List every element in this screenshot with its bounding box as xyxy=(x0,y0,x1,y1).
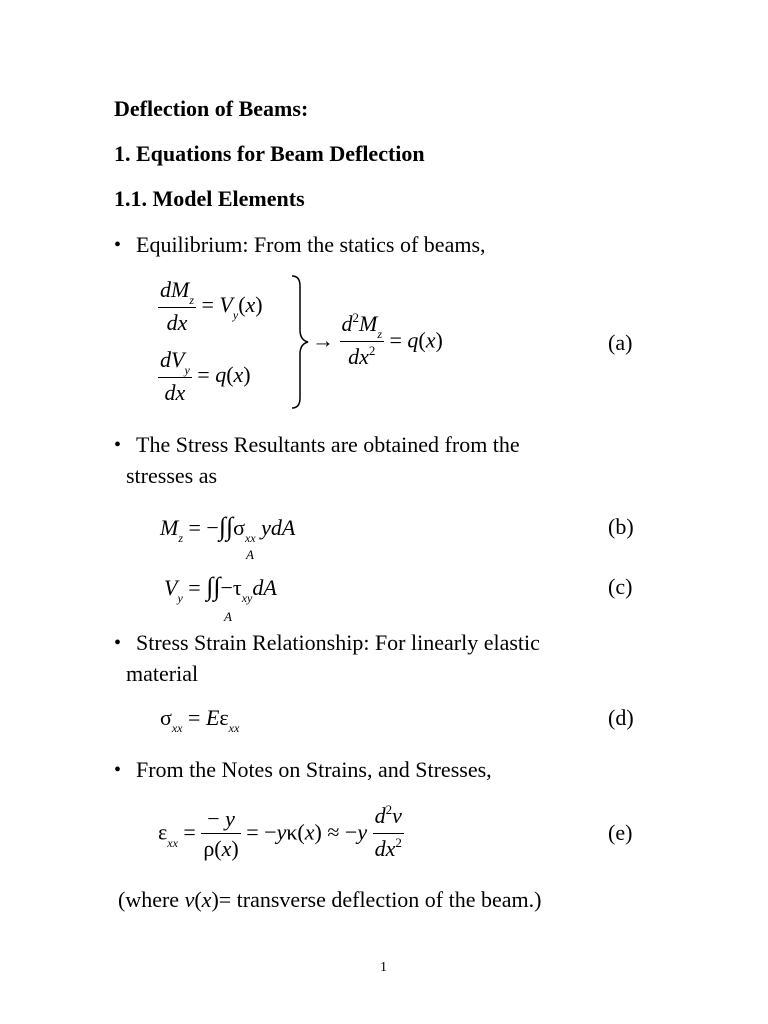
equation-label-c: (c) xyxy=(608,574,633,599)
equation-label-b: (b) xyxy=(608,514,634,539)
bullet-icon: • xyxy=(114,632,122,654)
section-heading: 1. Equations for Beam Deflection xyxy=(114,141,425,166)
note-variable: v xyxy=(184,887,195,912)
note-argument: x xyxy=(201,887,212,912)
bullet-text: Stress Strain Relationship: For linearly elastic xyxy=(136,630,540,655)
equation-label-d: (d) xyxy=(608,705,634,730)
equation-a-moment: $\frac{dM_z}{dx}$ = $V_y(x)$ xyxy=(160,277,263,335)
bullet-text: Equilibrium: From the statics of beams, xyxy=(136,232,486,257)
note-prefix: (where xyxy=(118,887,185,912)
note-paren: ( xyxy=(194,887,202,912)
bullet-icon: • xyxy=(114,434,122,456)
right-brace-icon xyxy=(288,272,312,412)
equation-label-a: (a) xyxy=(608,330,633,355)
page-number: 1 xyxy=(380,960,387,975)
bullet-icon: • xyxy=(114,234,122,256)
subsection-heading: 1.1. Model Elements xyxy=(114,186,305,211)
equation-d: $\sigma_{xx} = E\varepsilon_{xx}$ xyxy=(160,705,240,735)
bullet-text-continued: stresses as xyxy=(126,463,218,488)
bullet-text-continued: material xyxy=(126,661,199,686)
equation-e: $\varepsilon_{xx}$ = $\frac{- y}{\rho(x)}$ = −yκ(x) ≈ −y $\frac{d^2v}{dx^2}$ xyxy=(158,802,402,861)
bullet-text: The Stress Resultants are obtained from the xyxy=(136,432,520,457)
equation-c: $V_y = \int\int-\tau_{xy}dA$ xyxy=(164,572,277,605)
equation-label-e: (e) xyxy=(608,820,633,845)
bullet-icon: • xyxy=(114,759,122,781)
equation-b: $M_z = -\int\int\sigma_{xx}$ ydA xyxy=(160,512,296,545)
page-title: Deflection of Beams: xyxy=(114,96,309,121)
integral-subscript: A xyxy=(246,547,254,562)
equation-a-result: → $\frac{d^2M_z}{dx^2}$ = q(x) xyxy=(312,310,443,369)
equation-a-shear: $\frac{dV_y}{dx}$ = q(x) xyxy=(160,347,251,405)
integral-subscript: A xyxy=(224,609,232,624)
deflection-note xyxy=(118,887,541,913)
bullet-text: From the Notes on Strains, and Stresses, xyxy=(136,757,492,782)
note-suffix: )= transverse deflection of the beam.) xyxy=(211,887,542,912)
